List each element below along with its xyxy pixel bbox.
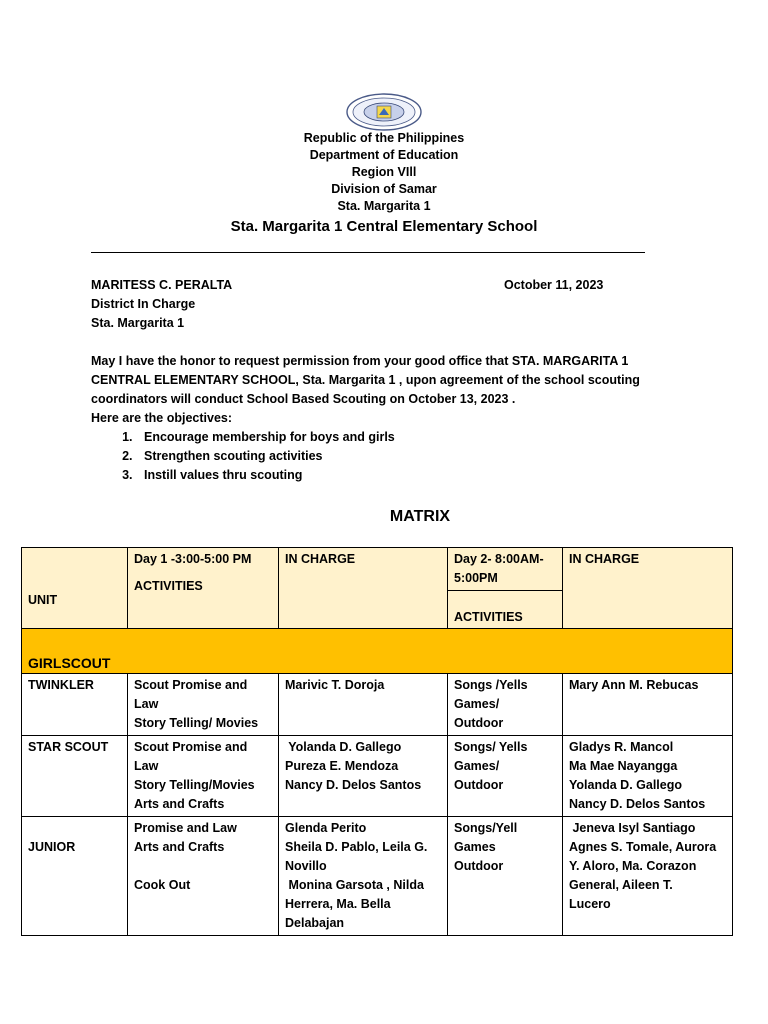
cell-text: Lucero — [569, 897, 611, 911]
cell-text: Novillo — [285, 859, 327, 873]
table-row — [22, 817, 733, 936]
in-charge-2-cell — [563, 736, 733, 817]
unit-cell: TWINKLER — [22, 674, 128, 736]
day2-activities-cell — [448, 736, 563, 817]
cell-text: Law — [134, 697, 159, 711]
cell-text: Scout Promise and — [134, 740, 248, 754]
letter-date: October 11, 2023 — [504, 278, 604, 292]
cell-text: Gladys R. Mancol — [569, 740, 674, 754]
request-paragraph: May I have the honor to request permission from your good office that STA. MARGARITA 1 CENTRAL ELEMENTARY SCHOOL, Sta. Margarita 1 , upon agreement of the school scouting coordinators will conduct School Based Scouting on October 13, 2023 . — [91, 354, 640, 406]
cell-text: Outdoor — [454, 778, 504, 792]
header-day2: Day 2- 8:00AM-5:00PM — [448, 548, 563, 591]
deped-seal-icon — [346, 93, 422, 131]
header-divider — [91, 252, 645, 253]
day2-activities-cell — [448, 674, 563, 736]
cell-text: Songs/Yell — [454, 821, 518, 835]
recipient-place: Sta. Margarita 1 — [91, 316, 185, 330]
header-day1-label: Day 1 -3:00-5:00 PM — [134, 552, 252, 566]
cell-text: Yolanda D. Gallego — [285, 740, 402, 754]
objective-item: 3. Instill values thru scouting — [136, 466, 651, 485]
header-in-charge-2: IN CHARGE — [563, 548, 733, 629]
letterhead-line-department: Department of Education — [309, 148, 459, 162]
objectives-intro: Here are the objectives: — [91, 411, 233, 425]
recipient-title: District In Charge — [91, 297, 196, 311]
letterhead-line-division: Division of Samar — [331, 182, 437, 196]
unit-cell: JUNIOR — [22, 817, 128, 936]
cell-text: Mary Ann M. Rebucas — [569, 678, 699, 692]
objectives-list — [91, 428, 651, 485]
cell-text: Arts and Crafts — [134, 797, 225, 811]
cell-text: Delabajan — [285, 916, 345, 930]
cell-text: Outdoor — [454, 716, 504, 730]
cell-text: Arts and Crafts — [134, 840, 225, 854]
school-name: Sta. Margarita 1 Central Elementary School — [230, 218, 538, 235]
cell-text: Story Telling/ Movies — [134, 716, 259, 730]
cell-text: Law — [134, 759, 159, 773]
day1-activities-cell — [128, 817, 279, 936]
day2-activities-cell — [448, 817, 563, 936]
cell-text — [134, 857, 272, 876]
cell-text: Games — [454, 840, 496, 854]
header-in-charge-1: IN CHARGE — [279, 548, 448, 629]
unit-cell: STAR SCOUT — [22, 736, 128, 817]
objective-item: 1. Encourage membership for boys and girls — [136, 428, 651, 447]
in-charge-2-cell — [563, 817, 733, 936]
cell-text: Sheila D. Pablo, Leila G. — [285, 840, 428, 854]
cell-text: Glenda Perito — [285, 821, 367, 835]
recipient-name: MARITESS C. PERALTA — [91, 278, 233, 292]
letterhead-line-republic: Republic of the Philippines — [303, 131, 465, 145]
cell-text: Jeneva Isyl Santiago — [569, 821, 696, 835]
in-charge-1-cell — [279, 674, 448, 736]
cell-text: Ma Mae Nayangga — [569, 759, 678, 773]
in-charge-1-cell — [279, 736, 448, 817]
cell-text: Games/ — [454, 697, 500, 711]
day1-activities-cell — [128, 736, 279, 817]
cell-text: Pureza E. Mendoza — [285, 759, 399, 773]
cell-text: Outdoor — [454, 859, 504, 873]
cell-text: Songs /Yells — [454, 678, 528, 692]
cell-text: Y. Aloro, Ma. Corazon — [569, 859, 697, 873]
cell-text: Yolanda D. Gallego — [569, 778, 682, 792]
cell-text: Herrera, Ma. Bella — [285, 897, 391, 911]
cell-text: Games/ — [454, 759, 500, 773]
schedule-matrix — [21, 547, 733, 936]
in-charge-1-cell — [279, 817, 448, 936]
header-day1 — [128, 548, 279, 629]
cell-text: Agnes S. Tomale, Aurora — [569, 840, 717, 854]
in-charge-2-cell — [563, 674, 733, 736]
header-unit: UNIT — [22, 548, 128, 629]
cell-text: Cook Out — [134, 878, 191, 892]
cell-text: Nancy D. Delos Santos — [569, 797, 706, 811]
cell-text: Story Telling/Movies — [134, 778, 255, 792]
cell-text: Songs/ Yells — [454, 740, 528, 754]
objective-item: 2. Strengthen scouting activities — [136, 447, 651, 466]
table-row — [22, 674, 733, 736]
header-day1-activities: ACTIVITIES — [134, 579, 203, 593]
cell-text: Marivic T. Doroja — [285, 678, 385, 692]
cell-text: Nancy D. Delos Santos — [285, 778, 422, 792]
table-row — [22, 736, 733, 817]
letterhead-line-district: Sta. Margarita 1 — [337, 199, 431, 213]
cell-text: Scout Promise and — [134, 678, 248, 692]
header-day2-activities: ACTIVITIES — [448, 591, 563, 629]
cell-text: Promise and Law — [134, 821, 237, 835]
cell-text: Monina Garsota , Nilda — [285, 878, 424, 892]
cell-text: General, Aileen T. — [569, 878, 673, 892]
letterhead-line-region: Region VIll — [351, 165, 417, 179]
day1-activities-cell — [128, 674, 279, 736]
section-girlscout: GIRLSCOUT — [22, 629, 733, 674]
matrix-title: MATRIX — [389, 508, 451, 525]
